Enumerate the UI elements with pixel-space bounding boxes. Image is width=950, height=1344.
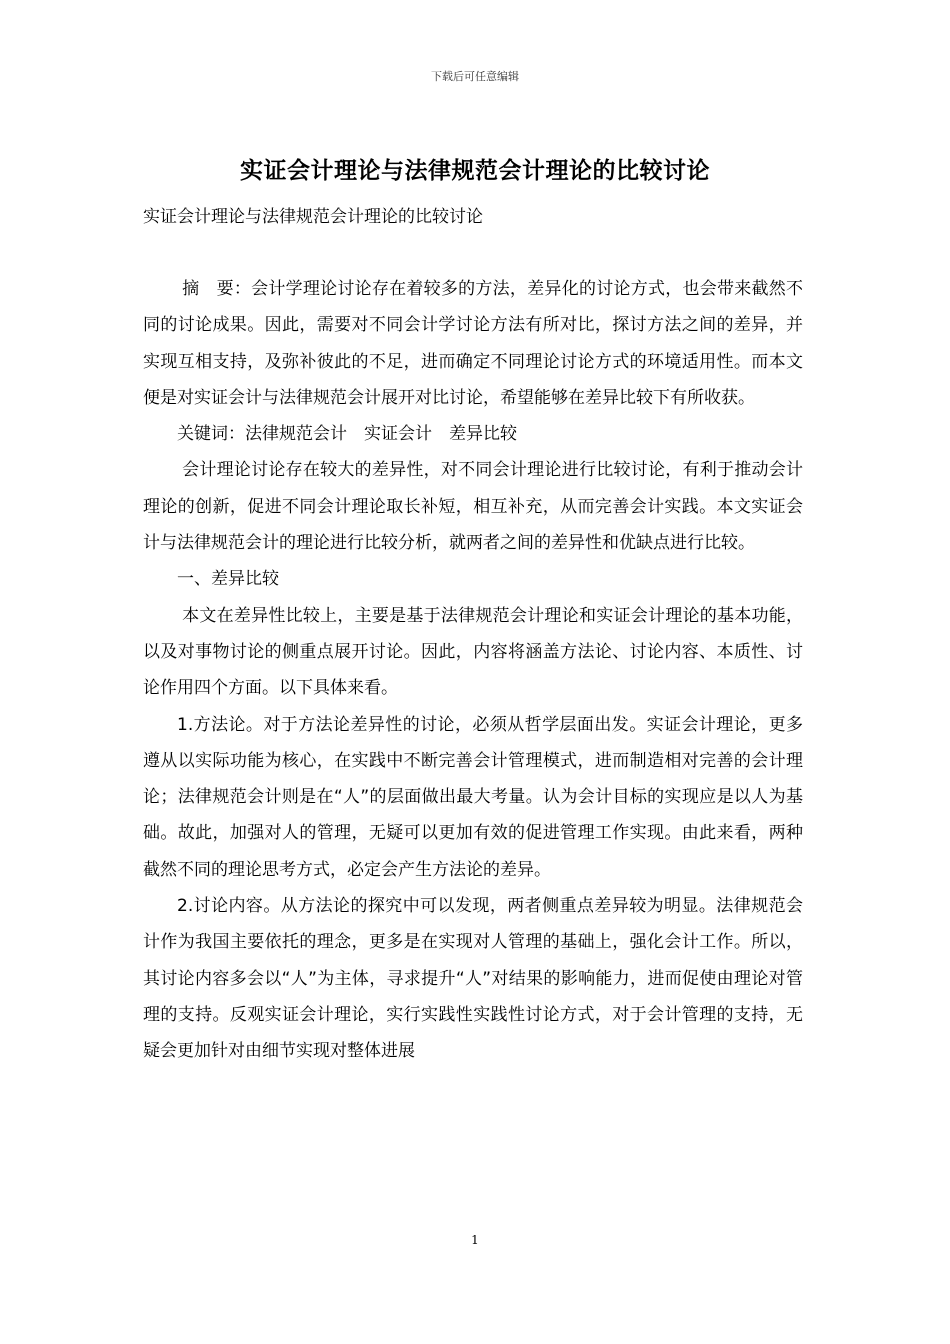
body-paragraph: 1.方法论。对于方法论差异性的讨论，必须从哲学层面出发。实证会计理论，更多遵从以实际功能为核心，在实践中不断完善会计管理模式，进而制造相对完善的会计理论；法律规范会计则是在“人”的层面做出最大考量。认为会计目标的实现应是以人为基础。故此，加强对人的管理，无疑可以更加有效的促进管理工作实现。由此来看，两种截然不同的理论思考方式，必定会产生方法论的差异。 [143, 714, 803, 880]
intro-paragraph: 会计理论讨论存在较大的差异性，对不同会计理论进行比较讨论，有利于推动会计理论的创新，促进不同会计理论取长补短，相互补充，从而完善会计实践。本文实证会计与法律规范会计的理论进行比较分析，就两者之间的差异性和优缺点进行比较。 [143, 460, 803, 554]
body-paragraph: 本文在差异性比较上，主要是基于法律规范会计理论和实证会计理论的基本功能，以及对事物讨论的侧重点展开讨论。因此，内容将涵盖方法论、讨论内容、本质性、讨论作用四个方面。以下具体来看。 [143, 605, 803, 699]
document-title: 实证会计理论与法律规范会计理论的比较讨论 [240, 158, 710, 184]
document-subtitle: 实证会计理论与法律规范会计理论的比较讨论 [143, 207, 483, 227]
page-header: 下载后可任意编辑 [431, 70, 519, 83]
body-paragraph: 2.讨论内容。从方法论的探究中可以发现，两者侧重点差异较为明显。法律规范会计作为我国主要依托的理念，更多是在实现对人管理的基础上，强化会计工作。所以，其讨论内容多会以“人”为主体，寻求提升“人”对结果的影响能力，进而促使由理论对管理的支持。反观实证会计理论，实行实践性实践性讨论方式，对于会计管理的支持，无疑会更加针对由细节实现对整体进展 [143, 896, 803, 1062]
page-number: 1 [471, 1233, 479, 1247]
document-body [143, 271, 803, 1070]
section-heading-differences: 一、差异比较 [177, 569, 279, 590]
keywords-paragraph: 关键词：法律规范会计 实证会计 差异比较 [177, 424, 517, 445]
abstract-paragraph: 摘 要：会计学理论讨论存在着较多的方法，差异化的讨论方式，也会带来截然不同的讨论成果。因此，需要对不同会计学讨论方法有所对比，探讨方法之间的差异，并实现互相支持，及弥补彼此的不足，进而确定不同理论讨论方式的环境适用性。而本文便是对实证会计与法律规范会计展开对比讨论，希望能够在差异比较下有所收获。 [143, 279, 803, 408]
